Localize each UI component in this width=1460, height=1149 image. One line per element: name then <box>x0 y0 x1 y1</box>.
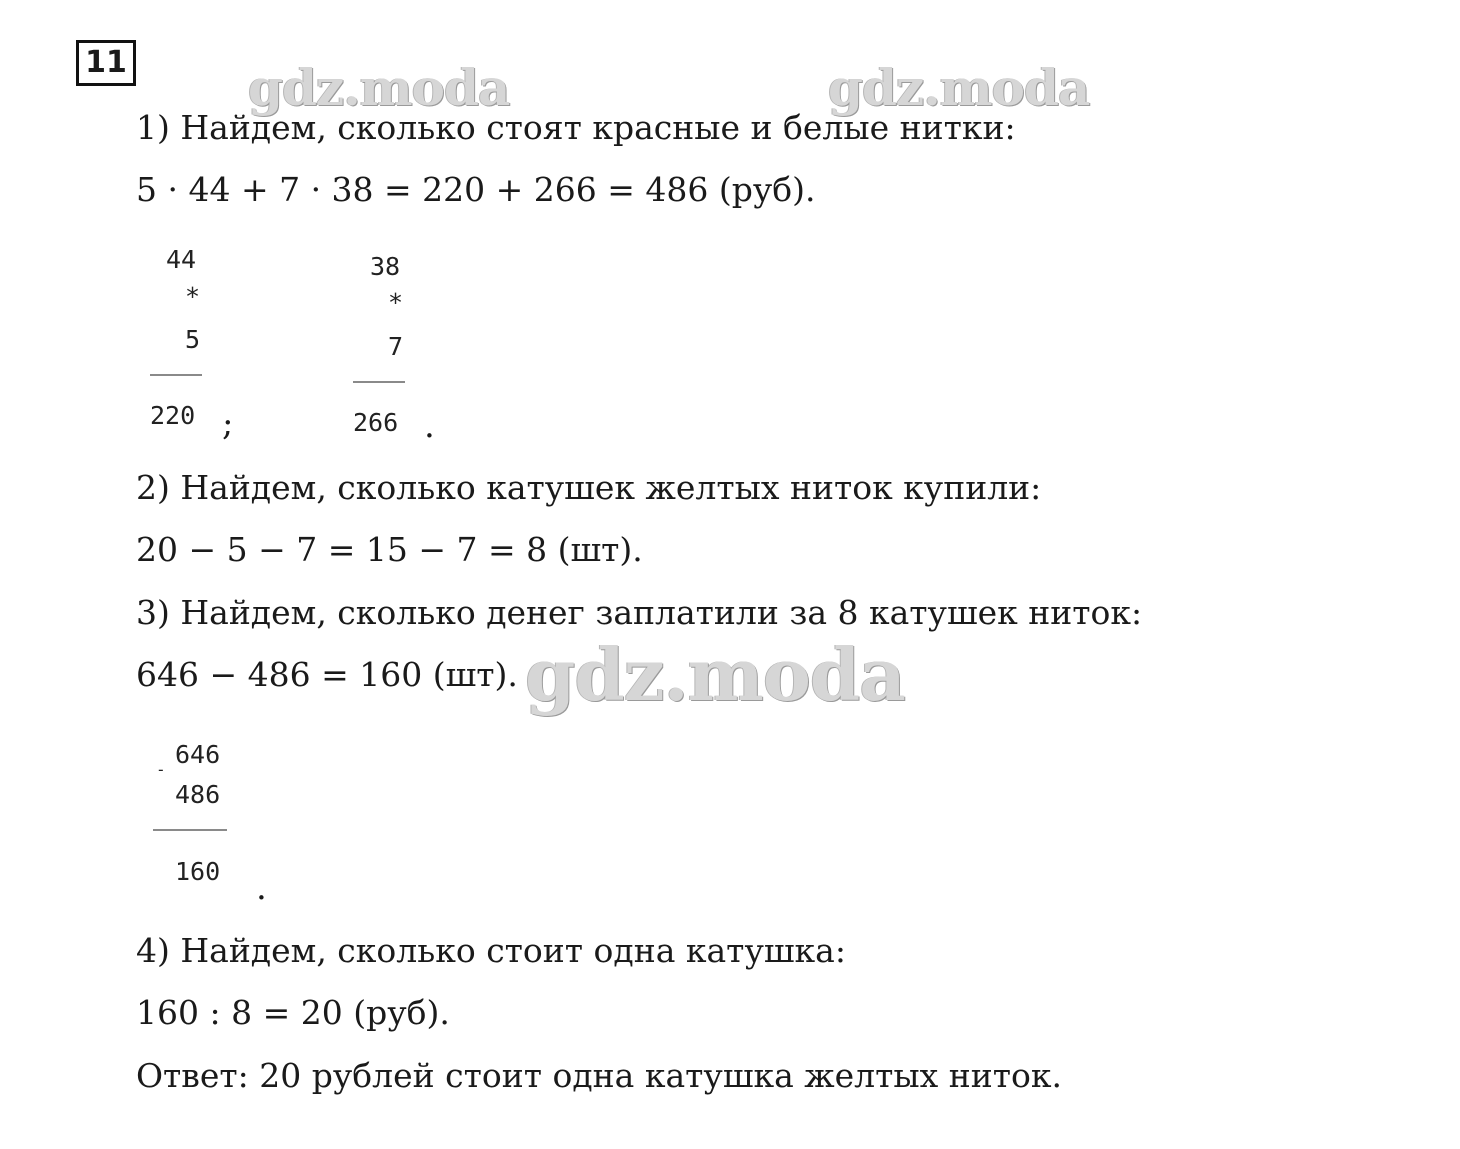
calc-operand-bottom: 486 <box>175 780 221 809</box>
calc-rule <box>153 829 227 831</box>
watermark-logo: gdz.moda <box>828 58 1090 117</box>
calc-separator: . <box>424 406 435 446</box>
step-heading: 4) Найдем, сколько стоит одна катушка: <box>136 931 846 970</box>
calc-separator: . <box>256 868 267 908</box>
watermark-logo: gdz.moda <box>248 58 510 117</box>
step-heading: 3) Найдем, сколько денег заплатили за 8 катушек ниток: <box>136 593 1143 632</box>
calc-operand-top: 646 <box>175 740 221 769</box>
step-equation: 20 − 5 − 7 = 15 − 7 = 8 (шт). <box>136 530 643 569</box>
step-equation: 5 · 44 + 7 · 38 = 220 + 266 = 486 (руб). <box>136 170 816 209</box>
step-heading: 2) Найдем, сколько катушек желтых ниток купили: <box>136 468 1042 507</box>
calc-operator: * <box>388 288 404 317</box>
step-heading: 1) Найдем, сколько стоят красные и белые нитки: <box>136 108 1016 147</box>
calc-operator: - <box>156 760 166 779</box>
calc-result: 220 <box>150 401 196 430</box>
calc-separator: ; <box>222 404 234 444</box>
calc-operand-bottom: 5 <box>185 325 201 354</box>
watermark-logo: gdz.moda <box>525 632 905 717</box>
calc-rule <box>353 381 405 383</box>
answer-text: Ответ: 20 рублей стоит одна катушка желтых ниток. <box>136 1056 1062 1095</box>
calc-operand-top: 38 <box>370 252 401 281</box>
step-equation: 160 : 8 = 20 (руб). <box>136 993 450 1032</box>
calc-result: 266 <box>353 408 399 437</box>
task-number: 11 <box>76 40 136 86</box>
calc-operator: * <box>185 282 201 311</box>
calc-operand-bottom: 7 <box>388 332 404 361</box>
calc-result: 160 <box>175 857 221 886</box>
calc-rule <box>150 374 202 376</box>
calc-operand-top: 44 <box>166 245 197 274</box>
step-equation: 646 − 486 = 160 (шт). <box>136 655 518 694</box>
